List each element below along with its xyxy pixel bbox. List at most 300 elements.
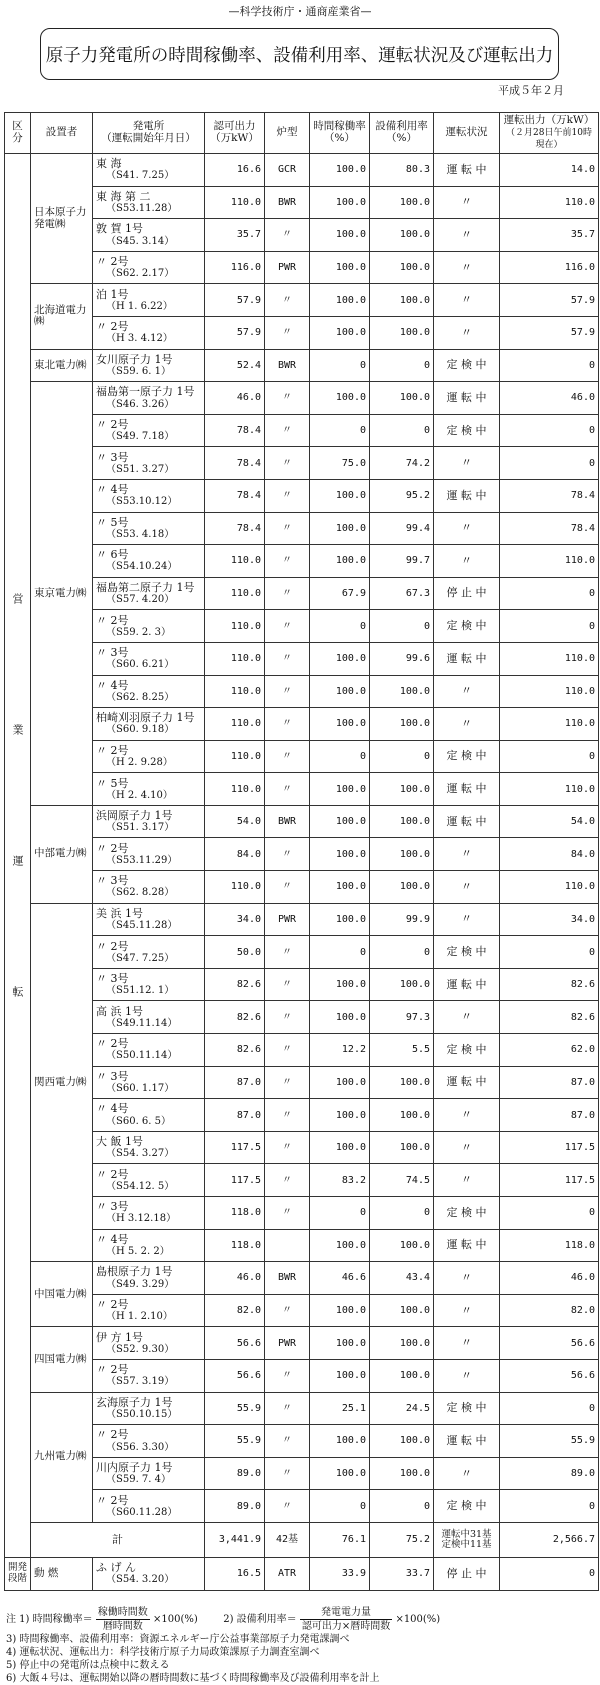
plant-name: 〃 3号	[96, 972, 129, 986]
plant-cell	[93, 1229, 205, 1262]
facility-util-cell: 100.0	[370, 1229, 434, 1262]
plant-cell	[93, 1131, 205, 1164]
time-util-cell: 67.9	[310, 577, 370, 610]
plant-name: 女川原子力 1号	[96, 352, 173, 366]
plant-name: 〃 3号	[96, 874, 129, 888]
capacity-cell: 82.6	[205, 1001, 265, 1034]
operator-cell: 九州電力㈱	[31, 1392, 93, 1522]
output-cell: 116.0	[500, 251, 599, 284]
reactor-type-cell: 〃	[265, 740, 310, 773]
status-cell: 〃	[434, 447, 500, 480]
table-row	[5, 740, 599, 773]
capacity-cell: 16.6	[205, 154, 265, 187]
plant-start-date: （S45. 3.14）	[106, 235, 175, 247]
plant-name: 玄海原子力 1号	[96, 1395, 173, 1409]
time-util-cell: 100.0	[310, 968, 370, 1001]
header-operator: 設置者	[31, 113, 93, 154]
table-row	[5, 773, 599, 806]
header-plant	[93, 113, 205, 154]
operator-cell: 四国電力㈱	[31, 1327, 93, 1392]
dev-category: 開発段階	[5, 1557, 31, 1590]
plant-cell	[93, 1001, 205, 1034]
plant-name: 敦 賀 1号	[96, 222, 143, 236]
status-cell: 〃	[434, 1457, 500, 1490]
plant-table	[4, 112, 599, 1591]
header-facility-util-label: 設備利用率	[375, 120, 428, 133]
time-util-cell: 0	[310, 414, 370, 447]
status-cell: 定 検 中	[434, 349, 500, 382]
output-cell: 0	[500, 1392, 599, 1425]
table-row	[5, 186, 599, 219]
table-row	[5, 447, 599, 480]
table-row	[5, 577, 599, 610]
table-row	[5, 1425, 599, 1458]
output-cell: 34.0	[500, 903, 599, 936]
output-cell: 46.0	[500, 382, 599, 415]
status-cell: 〃	[434, 1099, 500, 1132]
reactor-type-cell: 〃	[265, 968, 310, 1001]
facility-util-cell: 0	[370, 1197, 434, 1230]
capacity-cell: 46.0	[205, 1262, 265, 1295]
plant-cell	[93, 1294, 205, 1327]
table-row	[5, 708, 599, 741]
time-util-cell: 100.0	[310, 219, 370, 252]
plant-name: 〃 3号	[96, 1200, 129, 1214]
status-cell: 定 検 中	[434, 1490, 500, 1523]
total-time-util: 76.1	[310, 1522, 370, 1557]
plant-name: 美 浜 1号	[96, 906, 143, 920]
note-6: 6) 大飯４号は、運転開始以降の暦時間数に基づく時間稼働率及び設備利用率を計上	[6, 1673, 380, 1684]
plant-cell	[93, 838, 205, 871]
facility-util-cell: 100.0	[370, 1066, 434, 1099]
total-units: 42基	[265, 1522, 310, 1557]
plant-cell	[93, 154, 205, 187]
plant-cell	[93, 1425, 205, 1458]
facility-util-cell: 100.0	[370, 284, 434, 317]
time-util-cell: 100.0	[310, 1425, 370, 1458]
status-cell: 定 検 中	[434, 1197, 500, 1230]
header-capacity-unit: （万kW）	[210, 132, 259, 144]
capacity-cell: 34.0	[205, 903, 265, 936]
time-util-cell: 46.6	[310, 1262, 370, 1295]
capacity-cell: 84.0	[205, 838, 265, 871]
reactor-type-cell: 〃	[265, 512, 310, 545]
time-util-cell: 100.0	[310, 1229, 370, 1262]
plant-start-date: （S51. 3.27）	[106, 463, 175, 475]
capacity-cell: 82.6	[205, 1034, 265, 1067]
note-1-2	[6, 1606, 596, 1633]
header-output-label: 運転出力（万kW）	[503, 114, 595, 127]
time-util-cell: 100.0	[310, 773, 370, 806]
table-row	[5, 1294, 599, 1327]
time-util-cell: 100.0	[310, 154, 370, 187]
capacity-cell: 110.0	[205, 642, 265, 675]
time-util-cell: 0	[310, 740, 370, 773]
facility-util-cell: 100.0	[370, 838, 434, 871]
reactor-type-cell: BWR	[265, 349, 310, 382]
status-cell: 運 転 中	[434, 1229, 500, 1262]
plant-start-date: （S46. 3.26）	[106, 398, 175, 410]
header-plant-label: 発電所	[132, 120, 165, 133]
footnotes	[6, 1606, 596, 1685]
plant-name: 〃 2号	[96, 841, 129, 855]
reactor-type-cell: 〃	[265, 936, 310, 969]
plant-name: 〃 4号	[96, 1232, 129, 1246]
plant-start-date: （H 3. 4.12）	[106, 333, 173, 345]
status-cell: 運 転 中	[434, 382, 500, 415]
capacity-cell: 78.4	[205, 479, 265, 512]
time-util-cell: 100.0	[310, 512, 370, 545]
facility-util-cell: 100.0	[370, 1425, 434, 1458]
capacity-cell: 82.6	[205, 968, 265, 1001]
status-cell: 〃	[434, 871, 500, 904]
header-output	[500, 113, 599, 154]
table-row	[5, 1001, 599, 1034]
plant-cell	[93, 382, 205, 415]
reactor-type-cell: PWR	[265, 1327, 310, 1360]
plant-name: 東 海 第 二	[96, 189, 151, 203]
header-reactor-type: 炉型	[265, 113, 310, 154]
note-1-label: 注 1) 時間稼働率＝	[6, 1614, 93, 1625]
status-cell: 〃	[434, 1164, 500, 1197]
capacity-cell: 57.9	[205, 316, 265, 349]
capacity-cell: 46.0	[205, 382, 265, 415]
plant-name: 〃 5号	[96, 515, 129, 529]
capacity-cell: 110.0	[205, 610, 265, 643]
facility-util-cell: 100.0	[370, 1457, 434, 1490]
reactor-type-cell: 〃	[265, 316, 310, 349]
capacity-cell: 52.4	[205, 349, 265, 382]
plant-name: 〃 4号	[96, 483, 129, 497]
output-cell: 0	[500, 577, 599, 610]
table-row	[5, 154, 599, 187]
note-1-fraction	[96, 1606, 150, 1633]
status-cell: 〃	[434, 316, 500, 349]
table-row	[5, 545, 599, 578]
plant-cell	[93, 805, 205, 838]
facility-util-cell: 100.0	[370, 968, 434, 1001]
facility-util-cell: 100.0	[370, 186, 434, 219]
capacity-cell: 87.0	[205, 1099, 265, 1132]
source-line: —科学技術庁・通商産業省—	[228, 5, 372, 18]
facility-util-cell: 100.0	[370, 1359, 434, 1392]
plant-cell	[93, 284, 205, 317]
reactor-type-cell: 〃	[265, 479, 310, 512]
plant-start-date: （S49.11.14）	[106, 1017, 178, 1029]
plant-name: 泊 1号	[96, 287, 129, 301]
reactor-type-cell: 〃	[265, 1066, 310, 1099]
time-util-cell: 100.0	[310, 708, 370, 741]
table-row	[5, 610, 599, 643]
plant-name: 〃 2号	[96, 743, 129, 757]
plant-start-date: （S53.10.12）	[106, 496, 178, 508]
status-cell: 〃	[434, 219, 500, 252]
status-cell: 〃	[434, 1327, 500, 1360]
status-cell: 運 転 中	[434, 773, 500, 806]
time-util-cell: 100.0	[310, 316, 370, 349]
time-util-cell: 100.0	[310, 675, 370, 708]
output-cell: 0	[500, 740, 599, 773]
time-util-cell: 75.0	[310, 447, 370, 480]
status-cell: 〃	[434, 251, 500, 284]
plant-name: 〃 2号	[96, 1298, 129, 1312]
capacity-cell: 89.0	[205, 1457, 265, 1490]
status-cell: 運 転 中	[434, 968, 500, 1001]
status-cell: 〃	[434, 1359, 500, 1392]
output-cell: 82.6	[500, 968, 599, 1001]
facility-util-cell: 74.2	[370, 447, 434, 480]
plant-cell	[93, 708, 205, 741]
reactor-type-cell: 〃	[265, 708, 310, 741]
time-util-cell: 100.0	[310, 1294, 370, 1327]
plant-cell	[93, 479, 205, 512]
dev-plant-cell	[93, 1557, 205, 1590]
reactor-type-cell: 〃	[265, 1359, 310, 1392]
reactor-type-cell: 〃	[265, 1001, 310, 1034]
output-cell: 56.6	[500, 1359, 599, 1392]
output-cell: 110.0	[500, 871, 599, 904]
facility-util-cell: 5.5	[370, 1034, 434, 1067]
operator-cell: 東京電力㈱	[31, 382, 93, 806]
plant-name: 〃 2号	[96, 1167, 129, 1181]
capacity-cell: 89.0	[205, 1490, 265, 1523]
time-util-cell: 100.0	[310, 1457, 370, 1490]
plant-start-date: （H 1. 2.10）	[106, 1311, 173, 1323]
total-label: 計	[31, 1522, 205, 1557]
output-cell: 54.0	[500, 805, 599, 838]
capacity-cell: 57.9	[205, 284, 265, 317]
reactor-type-cell: 〃	[265, 382, 310, 415]
output-cell: 89.0	[500, 1457, 599, 1490]
time-util-cell: 100.0	[310, 186, 370, 219]
category-cell	[5, 154, 31, 1558]
table-row	[5, 1457, 599, 1490]
plant-name: 高 浜 1号	[96, 1004, 143, 1018]
reactor-type-cell: 〃	[265, 577, 310, 610]
plant-start-date: （S60. 9.18）	[106, 724, 175, 736]
header-status: 運転状況	[434, 113, 500, 154]
facility-util-cell: 0	[370, 936, 434, 969]
time-util-cell: 100.0	[310, 805, 370, 838]
facility-util-cell: 100.0	[370, 316, 434, 349]
output-cell: 110.0	[500, 773, 599, 806]
dev-plant-name: ふ げ ん	[96, 1561, 136, 1575]
plant-start-date: （S62. 8.28）	[106, 887, 175, 899]
header-facility-util	[370, 113, 434, 154]
category-label: 営業運転	[11, 593, 24, 1118]
plant-start-date: （S47. 7.25）	[106, 952, 175, 964]
table-row	[5, 1131, 599, 1164]
plant-start-date: （S54.12. 5）	[106, 1180, 175, 1192]
output-cell: 78.4	[500, 479, 599, 512]
capacity-cell: 78.4	[205, 414, 265, 447]
status-cell: 〃	[434, 838, 500, 871]
capacity-cell: 118.0	[205, 1229, 265, 1262]
output-cell: 110.0	[500, 708, 599, 741]
note-2-suffix: ×100(%)	[395, 1614, 441, 1625]
status-cell: 運 転 中	[434, 642, 500, 675]
time-util-cell: 0	[310, 349, 370, 382]
time-util-cell: 100.0	[310, 1327, 370, 1360]
plant-cell	[93, 251, 205, 284]
status-cell: 定 検 中	[434, 740, 500, 773]
table-row	[5, 1392, 599, 1425]
output-cell: 57.9	[500, 284, 599, 317]
output-cell: 0	[500, 610, 599, 643]
plant-name: 〃 3号	[96, 646, 129, 660]
output-cell: 110.0	[500, 186, 599, 219]
plant-start-date: （S50.10.15）	[106, 1408, 178, 1420]
reactor-type-cell: 〃	[265, 1294, 310, 1327]
status-cell: 〃	[434, 284, 500, 317]
plant-start-date: （S59. 7. 4）	[106, 1474, 172, 1486]
facility-util-cell: 95.2	[370, 479, 434, 512]
table-row	[5, 479, 599, 512]
time-util-cell: 100.0	[310, 251, 370, 284]
status-cell: 定 検 中	[434, 610, 500, 643]
plant-cell	[93, 1197, 205, 1230]
plant-start-date: （S53.11.29）	[106, 854, 178, 866]
plant-cell	[93, 1164, 205, 1197]
capacity-cell: 50.0	[205, 936, 265, 969]
reactor-type-cell: 〃	[265, 642, 310, 675]
output-cell: 110.0	[500, 642, 599, 675]
capacity-cell: 55.9	[205, 1392, 265, 1425]
facility-util-cell: 74.5	[370, 1164, 434, 1197]
facility-util-cell: 0	[370, 1490, 434, 1523]
capacity-cell: 54.0	[205, 805, 265, 838]
dev-facility-util: 33.7	[370, 1557, 434, 1590]
time-util-cell: 100.0	[310, 642, 370, 675]
plant-cell	[93, 186, 205, 219]
facility-util-cell: 99.6	[370, 642, 434, 675]
table-row	[5, 349, 599, 382]
plant-start-date: （S62. 2.17）	[106, 268, 175, 280]
plant-start-date: （S57. 3.19）	[106, 1376, 175, 1388]
plant-start-date: （H 1. 6.22）	[106, 300, 173, 312]
status-cell: 〃	[434, 512, 500, 545]
table-row	[5, 805, 599, 838]
capacity-cell: 78.4	[205, 512, 265, 545]
plant-cell	[93, 773, 205, 806]
output-cell: 87.0	[500, 1066, 599, 1099]
facility-util-cell: 0	[370, 414, 434, 447]
plant-name: 東 海	[96, 157, 122, 171]
facility-util-cell: 100.0	[370, 251, 434, 284]
reactor-type-cell: BWR	[265, 805, 310, 838]
capacity-cell: 117.5	[205, 1164, 265, 1197]
reactor-type-cell: 〃	[265, 1197, 310, 1230]
table-row	[5, 675, 599, 708]
table-row	[5, 1066, 599, 1099]
time-util-cell: 100.0	[310, 479, 370, 512]
output-cell: 82.6	[500, 1001, 599, 1034]
plant-cell	[93, 1099, 205, 1132]
status-cell: 運 転 中	[434, 479, 500, 512]
header-row	[5, 113, 599, 154]
output-cell: 0	[500, 349, 599, 382]
operator-cell: 中部電力㈱	[31, 805, 93, 903]
header-capacity	[205, 113, 265, 154]
dev-plant-start-date: （S54. 3.20）	[106, 1574, 175, 1586]
plant-cell	[93, 1034, 205, 1067]
time-util-cell: 83.2	[310, 1164, 370, 1197]
page-title: 原子力発電所の時間稼働率、設備利用率、運転状況及び運転出力	[40, 28, 559, 80]
capacity-cell: 110.0	[205, 708, 265, 741]
plant-cell	[93, 349, 205, 382]
header-plant-sub: （運転開始年月日）	[101, 132, 196, 144]
capacity-cell: 118.0	[205, 1197, 265, 1230]
plant-cell	[93, 1392, 205, 1425]
plant-name: 〃 2号	[96, 1037, 129, 1051]
plant-name: 〃 2号	[96, 613, 129, 627]
capacity-cell: 116.0	[205, 251, 265, 284]
reactor-type-cell: 〃	[265, 1457, 310, 1490]
header-time-util-unit: （%）	[324, 132, 355, 144]
capacity-cell: 56.6	[205, 1359, 265, 1392]
note-1-suffix: ×100(%)	[153, 1614, 198, 1625]
time-util-cell: 100.0	[310, 382, 370, 415]
plant-start-date: （S57. 4.20）	[106, 594, 175, 606]
status-cell: 〃	[434, 708, 500, 741]
header-category: 区分	[5, 113, 31, 154]
time-util-cell: 100.0	[310, 1001, 370, 1034]
capacity-cell: 78.4	[205, 447, 265, 480]
plant-start-date: （S59. 6. 1）	[106, 365, 172, 377]
plant-start-date: （S60. 1.17）	[106, 1082, 175, 1094]
note-2-fraction	[300, 1606, 392, 1633]
output-cell: 110.0	[500, 545, 599, 578]
reactor-type-cell: 〃	[265, 284, 310, 317]
time-util-cell: 100.0	[310, 1099, 370, 1132]
table-row	[5, 382, 599, 415]
note-2-numerator: 発電電力量	[300, 1606, 392, 1620]
facility-util-cell: 100.0	[370, 871, 434, 904]
reactor-type-cell: 〃	[265, 675, 310, 708]
facility-util-cell: 100.0	[370, 773, 434, 806]
facility-util-cell: 99.7	[370, 545, 434, 578]
plant-start-date: （S52. 9.30）	[106, 1343, 175, 1355]
status-cell: 〃	[434, 1294, 500, 1327]
note-3: 3) 時間稼働率、設備利用率：資源エネルギー庁公益事業部原子力発電課調べ	[6, 1634, 350, 1645]
output-cell: 46.0	[500, 1262, 599, 1295]
plant-cell	[93, 545, 205, 578]
plant-start-date: （S49. 3.29）	[106, 1278, 175, 1290]
plant-name: 浜岡原子力 1号	[96, 809, 173, 823]
table-row	[5, 936, 599, 969]
plant-start-date: （S53.11.28）	[106, 202, 178, 214]
facility-util-cell: 99.9	[370, 903, 434, 936]
facility-util-cell: 0	[370, 610, 434, 643]
time-util-cell: 100.0	[310, 903, 370, 936]
output-cell: 0	[500, 1197, 599, 1230]
capacity-cell: 110.0	[205, 675, 265, 708]
plant-start-date: （S60. 6. 5）	[106, 1115, 172, 1127]
facility-util-cell: 100.0	[370, 675, 434, 708]
table-row	[5, 414, 599, 447]
plant-start-date: （S50.11.14）	[106, 1050, 178, 1062]
output-cell: 78.4	[500, 512, 599, 545]
output-cell: 84.0	[500, 838, 599, 871]
plant-cell	[93, 871, 205, 904]
capacity-cell: 110.0	[205, 186, 265, 219]
plant-cell	[93, 414, 205, 447]
total-capacity: 3,441.9	[205, 1522, 265, 1557]
table-row	[5, 1034, 599, 1067]
time-util-cell: 100.0	[310, 284, 370, 317]
table-row	[5, 1229, 599, 1262]
plant-name: 〃 2号	[96, 939, 129, 953]
